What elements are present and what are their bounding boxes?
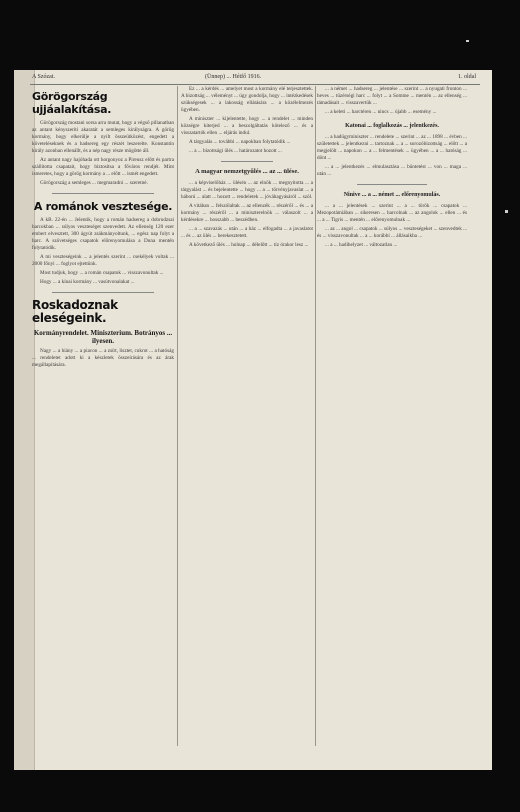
article-paragraph: ... a képviselőház ... ülésén ... az elnök ... megnyitotta ... a tárgyalást ... és bejelentette ... hogy ... a ... törvényjavaslat ... a háború ... alatt ... hozott ... rendeletek ... jóváhagyásáról ... szól. xyxy=(181,180,313,200)
article-paragraph: Görögország a semleges ... megmaradni ... szeretné. xyxy=(40,180,148,186)
header-center: (Ünnep) ... Hétfő 1916. xyxy=(205,74,262,80)
article-paragraph: Most tudjuk, hogy ... a román csapatok ... visszavonultak ... xyxy=(40,270,164,276)
dust-speck xyxy=(466,40,469,42)
article-paragraph: ... a ... jelentések ... szerint ... a ... török ... csapatok ... Mezopotámiában ... sikeresen ... harcolnak ... az angolok ... ellen ... és ... a ... Tigris ... mentén ... előrenyomulnak ... xyxy=(317,203,467,223)
article-paragraph: Nagy ... a hiány ... a piacon ... a zsírt, lisztet, cukrot ... a hatóság ... rendeletet adott ki a készletek összeírására és az árak megállapítására. xyxy=(32,348,174,368)
article-headline: Roskadoznak eleségeink. xyxy=(32,298,118,325)
separator xyxy=(221,161,273,162)
article-paragraph: ... a ... bizottsági ülés ... határozatot hozott ... xyxy=(189,148,282,154)
separator xyxy=(52,193,154,194)
article-headline: Görögország ujjáalakítása. xyxy=(32,90,112,116)
article-headline: A magyar nemzetgyűlés ... az ... ülése. xyxy=(195,168,299,175)
scan-border-bottom xyxy=(0,770,520,812)
column-rule xyxy=(315,86,316,746)
article-paragraph: ... a hadügyminiszter ... rendelete ... szerint ... az ... 1898 ... évben ... születettek ... jelentkezni ... tartoznak ... a ... sorozóbizottság ... előtt ... a megjelölt ... napokon ... a ... felmentések ... ügyében ... a ... hatóság ... dönt ... xyxy=(317,134,467,161)
article-headline: A románok vesztesége. xyxy=(33,200,173,213)
article-paragraph: ... a német ... hadsereg ... jelentése ... szerint ... a nyugati fronton ... heves ... tüzérségi harc ... folyt ... a Somme ... mentén ... az ellenség ... támadásait ... visszavertük ... xyxy=(317,86,467,106)
dust-speck xyxy=(505,210,508,213)
separator xyxy=(52,292,154,293)
article-paragraph: ... a ... szavazás ... után ... a ház ... elfogadta ... a javaslatot ... és ... az ülés ... berekesztetett. xyxy=(181,226,313,239)
article-paragraph: A miniszter ... kijelentette, hogy ... a rendelet ... minden községre kiterjed ... a beszolgáltatás kötelező ... és a visszatartók ellen ... eljárás indul. xyxy=(181,116,313,136)
page-header xyxy=(30,72,480,85)
scan-border-right xyxy=(492,0,520,812)
column-rule xyxy=(177,86,178,746)
article-paragraph: A tárgyalás ... további ... napokban folytatódik ... xyxy=(189,139,291,145)
article-paragraph: ... a ... hadihelyzet ... változatlan ... xyxy=(325,242,398,248)
separator xyxy=(357,184,427,185)
header-left: A Szózat. xyxy=(32,74,55,80)
header-right: 1. oldal xyxy=(458,74,476,80)
article-paragraph: ... a keleti ... harctéren ... nincs ... újabb ... esemény ... xyxy=(325,109,437,115)
column-3 xyxy=(317,86,467,754)
column-2 xyxy=(181,86,313,754)
column-1 xyxy=(32,86,174,754)
article-paragraph: ... az ... angol ... csapatok ... súlyos ... veszteségeket ... szenvedtek ... és ... visszavonultak ... a ... korábbi ... állásaikba ... xyxy=(317,226,467,239)
article-headline: Katonai ... foglalkozás ... jelentkezés. xyxy=(345,123,439,129)
article-paragraph: Ez ... a kérdés ... amelyet most a kormány elé terjesztettek. A bizottság ... véleményt ... úgy gondolja, hogy ... intézkedések szükségesek ... a lakosság ellátására ... a közélelmezés ügyében. xyxy=(181,86,313,113)
article-headline: Ninive ... a ... német ... előrenyomulás. xyxy=(343,192,441,198)
article-paragraph: Görögország mostani sorsa arra mutat, hogy a végső pillanatban az antant kényszeríti akaratát a semleges királyságra. A görög kormány, hogy elkerülje a nyílt összeütközést, engedett a követeléseknek és a hadsereg egy részét leszerelte. Konstantin király azonban ellenállt, és a nép nagy része mögötte áll. xyxy=(32,120,174,154)
article-paragraph: ... a ... jelentkezés ... elmulasztása ... büntetést ... von ... maga ... után ... xyxy=(317,164,467,177)
article-paragraph: Az antant nagy hajóhada ott horgonyoz a Pireusz előtt és partra szállította csapatait, hogy biztosítsa a főváros rendjét. Mint ismeretes, hogy a görög kormány a ... előtt ... ismét engedett. xyxy=(32,157,174,177)
article-paragraph: A vitában ... felszólaltak ... az ellenzék ... részéről ... és ... a kormány ... részéről ... a miniszterelnök ... válaszolt ... a kérdésekre ... hosszabb ... beszédben. xyxy=(181,203,313,223)
article-subheadline: Kormányrendelet. Miniszterium. Botrányos ... ilyesen. xyxy=(33,329,173,345)
article-paragraph: A következő ülés ... holnap ... délelőtt ... tíz órakor lesz ... xyxy=(189,242,309,248)
article-paragraph: A kB. 22-én ... Jelentik, hogy a román hadsereg a dobrudzsai harcokban ... súlyos veszteséget szenvedett. Az ellenség 120 ezer embert elvesztett, 300 ágyút zsákmányoltunk, ... egész nap folyt a harc. A szövetséges csapatok előrenyomulása a Duna mentén folytatódik. xyxy=(32,217,174,251)
article-paragraph: Hogy ... a kínai kormány ... vasútvonalakat ... xyxy=(40,279,135,285)
article-paragraph: A mi veszteségeink ... a jelentés szerint ... csekélyek voltak ... 2000 főnyi ... foglyot ejtettünk. xyxy=(32,254,174,267)
